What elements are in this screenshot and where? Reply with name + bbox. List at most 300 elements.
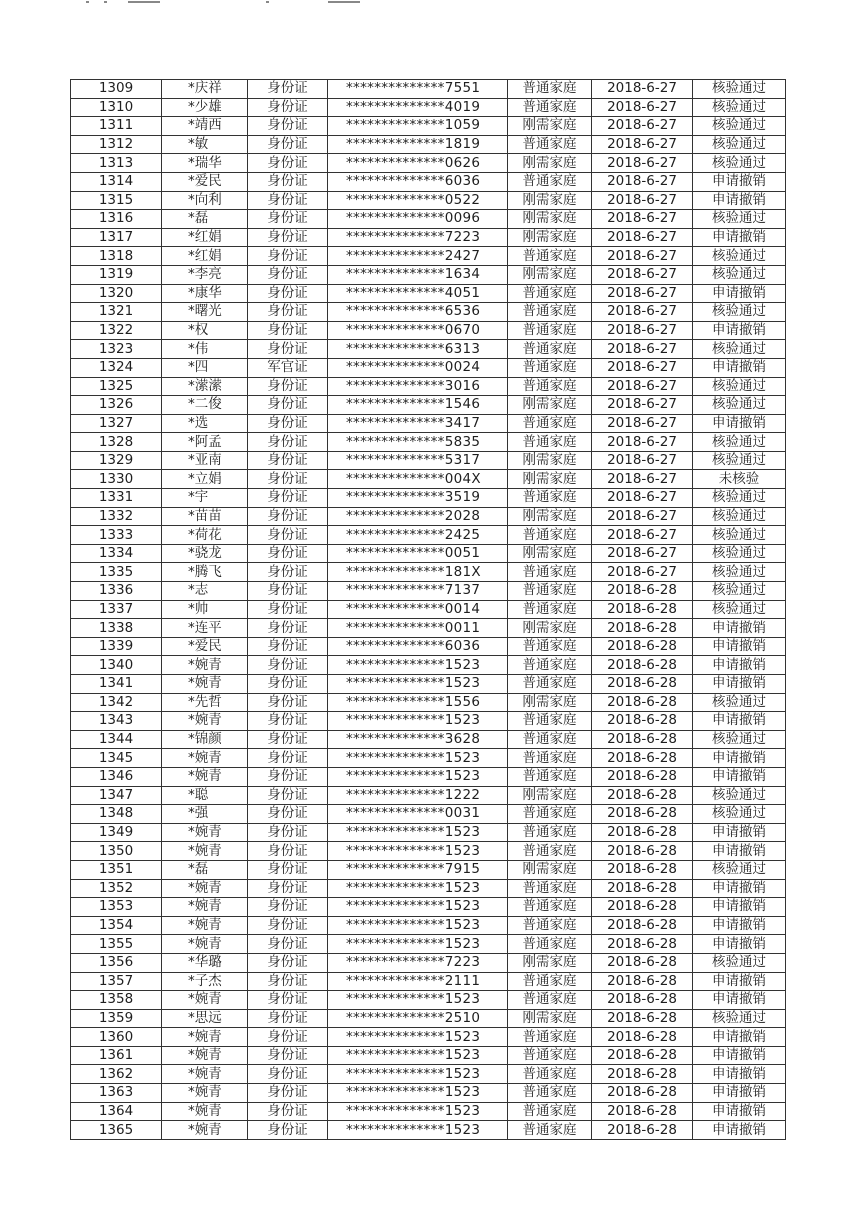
- date-cell: 2018-6-28: [592, 675, 693, 694]
- name-cell: *潆潆: [162, 377, 248, 396]
- id-type-cell: 身份证: [248, 600, 328, 619]
- date-cell: 2018-6-27: [592, 377, 693, 396]
- household-type-cell: 普通家庭: [508, 284, 592, 303]
- name-cell: *曙光: [162, 303, 248, 322]
- id-number-cell: **************4051: [328, 284, 508, 303]
- row-number-cell: 1355: [71, 935, 162, 954]
- id-number-cell: **************2510: [328, 1009, 508, 1028]
- id-type-cell: 身份证: [248, 1009, 328, 1028]
- id-number-cell: **************0522: [328, 191, 508, 210]
- row-number-cell: 1321: [71, 303, 162, 322]
- status-cell: 申请撤销: [693, 1028, 786, 1047]
- row-number-cell: 1325: [71, 377, 162, 396]
- status-cell: 核验通过: [693, 582, 786, 601]
- household-type-cell: 刚需家庭: [508, 210, 592, 229]
- id-type-cell: 身份证: [248, 470, 328, 489]
- id-number-cell: **************1523: [328, 1065, 508, 1084]
- table-row: [71, 675, 786, 694]
- household-type-cell: 刚需家庭: [508, 1009, 592, 1028]
- name-cell: *锦颜: [162, 730, 248, 749]
- name-cell: *子杰: [162, 972, 248, 991]
- id-number-cell: **************1523: [328, 935, 508, 954]
- row-number-cell: 1324: [71, 358, 162, 377]
- id-number-cell: **************7223: [328, 228, 508, 247]
- id-type-cell: 身份证: [248, 265, 328, 284]
- household-type-cell: 普通家庭: [508, 879, 592, 898]
- household-type-cell: 普通家庭: [508, 172, 592, 191]
- table-row: [71, 191, 786, 210]
- date-cell: 2018-6-27: [592, 135, 693, 154]
- name-cell: *婉青: [162, 916, 248, 935]
- table-row: [71, 991, 786, 1010]
- date-cell: 2018-6-27: [592, 228, 693, 247]
- date-cell: 2018-6-27: [592, 433, 693, 452]
- id-type-cell: 军官证: [248, 358, 328, 377]
- status-cell: 核验通过: [693, 98, 786, 117]
- name-cell: *婉青: [162, 1065, 248, 1084]
- household-type-cell: 普通家庭: [508, 675, 592, 694]
- status-cell: 申请撤销: [693, 767, 786, 786]
- status-cell: 核验通过: [693, 340, 786, 359]
- id-number-cell: **************2111: [328, 972, 508, 991]
- table-row: [71, 1009, 786, 1028]
- name-cell: *婉青: [162, 1028, 248, 1047]
- row-number-cell: 1323: [71, 340, 162, 359]
- id-type-cell: 身份证: [248, 396, 328, 415]
- household-type-cell: 普通家庭: [508, 972, 592, 991]
- id-number-cell: **************0670: [328, 321, 508, 340]
- table-row: [71, 544, 786, 563]
- row-number-cell: 1359: [71, 1009, 162, 1028]
- id-number-cell: **************2425: [328, 526, 508, 545]
- date-cell: 2018-6-28: [592, 842, 693, 861]
- status-cell: 核验通过: [693, 563, 786, 582]
- id-number-cell: **************1556: [328, 693, 508, 712]
- id-number-cell: **************1523: [328, 898, 508, 917]
- id-number-cell: **************7137: [328, 582, 508, 601]
- date-cell: 2018-6-27: [592, 172, 693, 191]
- household-type-cell: 刚需家庭: [508, 451, 592, 470]
- row-number-cell: 1314: [71, 172, 162, 191]
- date-cell: 2018-6-27: [592, 507, 693, 526]
- id-number-cell: **************3628: [328, 730, 508, 749]
- status-cell: 核验通过: [693, 600, 786, 619]
- date-cell: 2018-6-28: [592, 582, 693, 601]
- status-cell: 申请撤销: [693, 1046, 786, 1065]
- date-cell: 2018-6-27: [592, 526, 693, 545]
- id-type-cell: 身份证: [248, 656, 328, 675]
- row-number-cell: 1339: [71, 637, 162, 656]
- name-cell: *伟: [162, 340, 248, 359]
- row-number-cell: 1337: [71, 600, 162, 619]
- row-number-cell: 1364: [71, 1102, 162, 1121]
- name-cell: *康华: [162, 284, 248, 303]
- name-cell: *婉青: [162, 842, 248, 861]
- row-number-cell: 1347: [71, 786, 162, 805]
- id-number-cell: **************7223: [328, 953, 508, 972]
- date-cell: 2018-6-28: [592, 1084, 693, 1103]
- status-cell: 核验通过: [693, 1009, 786, 1028]
- id-type-cell: 身份证: [248, 619, 328, 638]
- table-row: [71, 693, 786, 712]
- row-number-cell: 1322: [71, 321, 162, 340]
- date-cell: 2018-6-28: [592, 1046, 693, 1065]
- household-type-cell: 普通家庭: [508, 358, 592, 377]
- row-number-cell: 1362: [71, 1065, 162, 1084]
- date-cell: 2018-6-28: [592, 730, 693, 749]
- id-number-cell: **************6313: [328, 340, 508, 359]
- household-type-cell: 刚需家庭: [508, 265, 592, 284]
- id-number-cell: **************0014: [328, 600, 508, 619]
- table-row: [71, 396, 786, 415]
- name-cell: *婉青: [162, 712, 248, 731]
- row-number-cell: 1313: [71, 154, 162, 173]
- date-cell: 2018-6-28: [592, 898, 693, 917]
- status-cell: 申请撤销: [693, 1121, 786, 1140]
- name-cell: *思远: [162, 1009, 248, 1028]
- status-cell: 申请撤销: [693, 749, 786, 768]
- table-row: [71, 879, 786, 898]
- table-row: [71, 154, 786, 173]
- status-cell: 申请撤销: [693, 321, 786, 340]
- table-row: [71, 80, 786, 99]
- status-cell: 核验通过: [693, 117, 786, 136]
- id-number-cell: **************6536: [328, 303, 508, 322]
- row-number-cell: 1357: [71, 972, 162, 991]
- name-cell: *选: [162, 414, 248, 433]
- household-type-cell: 刚需家庭: [508, 953, 592, 972]
- date-cell: 2018-6-27: [592, 265, 693, 284]
- household-type-cell: 普通家庭: [508, 842, 592, 861]
- id-type-cell: 身份证: [248, 1121, 328, 1140]
- id-number-cell: **************0096: [328, 210, 508, 229]
- table-row: [71, 414, 786, 433]
- name-cell: *连平: [162, 619, 248, 638]
- id-number-cell: **************2028: [328, 507, 508, 526]
- id-type-cell: 身份证: [248, 730, 328, 749]
- table-row: [71, 377, 786, 396]
- row-number-cell: 1340: [71, 656, 162, 675]
- id-type-cell: 身份证: [248, 98, 328, 117]
- name-cell: *婉青: [162, 675, 248, 694]
- id-type-cell: 身份证: [248, 377, 328, 396]
- row-number-cell: 1343: [71, 712, 162, 731]
- household-type-cell: 普通家庭: [508, 898, 592, 917]
- household-type-cell: 刚需家庭: [508, 544, 592, 563]
- id-type-cell: 身份证: [248, 1065, 328, 1084]
- status-cell: 核验通过: [693, 396, 786, 415]
- status-cell: 核验通过: [693, 247, 786, 266]
- table-row: [71, 637, 786, 656]
- name-cell: *聪: [162, 786, 248, 805]
- table-row: [71, 805, 786, 824]
- status-cell: 核验通过: [693, 80, 786, 99]
- name-cell: *二俊: [162, 396, 248, 415]
- status-cell: 核验通过: [693, 210, 786, 229]
- id-number-cell: **************6036: [328, 637, 508, 656]
- status-cell: 核验通过: [693, 860, 786, 879]
- table-row: [71, 712, 786, 731]
- table-row: [71, 135, 786, 154]
- id-number-cell: **************1546: [328, 396, 508, 415]
- row-number-cell: 1365: [71, 1121, 162, 1140]
- date-cell: 2018-6-27: [592, 191, 693, 210]
- row-number-cell: 1316: [71, 210, 162, 229]
- household-type-cell: 普通家庭: [508, 98, 592, 117]
- status-cell: 申请撤销: [693, 656, 786, 675]
- id-number-cell: **************1523: [328, 823, 508, 842]
- id-type-cell: 身份证: [248, 1084, 328, 1103]
- id-number-cell: **************0011: [328, 619, 508, 638]
- id-type-cell: 身份证: [248, 712, 328, 731]
- name-cell: *婉青: [162, 879, 248, 898]
- row-number-cell: 1329: [71, 451, 162, 470]
- table-row: [71, 1102, 786, 1121]
- status-cell: 申请撤销: [693, 991, 786, 1010]
- table-row: [71, 526, 786, 545]
- id-number-cell: **************3016: [328, 377, 508, 396]
- date-cell: 2018-6-28: [592, 860, 693, 879]
- status-cell: 核验通过: [693, 265, 786, 284]
- id-number-cell: **************1523: [328, 1084, 508, 1103]
- table-row: [71, 470, 786, 489]
- id-number-cell: **************004X: [328, 470, 508, 489]
- date-cell: 2018-6-27: [592, 98, 693, 117]
- name-cell: *李亮: [162, 265, 248, 284]
- name-cell: *婉青: [162, 991, 248, 1010]
- name-cell: *腾飞: [162, 563, 248, 582]
- id-type-cell: 身份证: [248, 1028, 328, 1047]
- row-number-cell: 1330: [71, 470, 162, 489]
- date-cell: 2018-6-28: [592, 693, 693, 712]
- name-cell: *宇: [162, 489, 248, 508]
- household-type-cell: 普通家庭: [508, 600, 592, 619]
- table-row: [71, 358, 786, 377]
- table-row: [71, 117, 786, 136]
- id-number-cell: **************0626: [328, 154, 508, 173]
- name-cell: *志: [162, 582, 248, 601]
- row-number-cell: 1358: [71, 991, 162, 1010]
- table-row: [71, 210, 786, 229]
- date-cell: 2018-6-28: [592, 600, 693, 619]
- household-type-cell: 普通家庭: [508, 749, 592, 768]
- status-cell: 核验通过: [693, 693, 786, 712]
- date-cell: 2018-6-27: [592, 396, 693, 415]
- household-type-cell: 普通家庭: [508, 321, 592, 340]
- household-type-cell: 普通家庭: [508, 1065, 592, 1084]
- id-number-cell: **************1523: [328, 916, 508, 935]
- date-cell: 2018-6-28: [592, 953, 693, 972]
- id-type-cell: 身份证: [248, 953, 328, 972]
- row-number-cell: 1309: [71, 80, 162, 99]
- row-number-cell: 1310: [71, 98, 162, 117]
- household-type-cell: 刚需家庭: [508, 507, 592, 526]
- status-cell: 核验通过: [693, 953, 786, 972]
- id-type-cell: 身份证: [248, 675, 328, 694]
- name-cell: *庆祥: [162, 80, 248, 99]
- status-cell: 核验通过: [693, 433, 786, 452]
- status-cell: 核验通过: [693, 544, 786, 563]
- status-cell: 申请撤销: [693, 284, 786, 303]
- date-cell: 2018-6-27: [592, 358, 693, 377]
- table-row: [71, 1121, 786, 1140]
- table-row: [71, 600, 786, 619]
- id-type-cell: 身份证: [248, 582, 328, 601]
- id-number-cell: **************1222: [328, 786, 508, 805]
- id-type-cell: 身份证: [248, 433, 328, 452]
- name-cell: *红娟: [162, 247, 248, 266]
- id-number-cell: **************0024: [328, 358, 508, 377]
- id-type-cell: 身份证: [248, 228, 328, 247]
- name-cell: *阿孟: [162, 433, 248, 452]
- id-type-cell: 身份证: [248, 117, 328, 136]
- name-cell: *婉青: [162, 1102, 248, 1121]
- id-number-cell: **************6036: [328, 172, 508, 191]
- id-number-cell: **************1523: [328, 749, 508, 768]
- date-cell: 2018-6-28: [592, 1102, 693, 1121]
- household-type-cell: 普通家庭: [508, 489, 592, 508]
- id-type-cell: 身份证: [248, 507, 328, 526]
- name-cell: *先哲: [162, 693, 248, 712]
- table-row: [71, 303, 786, 322]
- household-type-cell: 普通家庭: [508, 1084, 592, 1103]
- name-cell: *婉青: [162, 823, 248, 842]
- table-row: [71, 489, 786, 508]
- household-type-cell: 普通家庭: [508, 340, 592, 359]
- date-cell: 2018-6-28: [592, 916, 693, 935]
- status-cell: 申请撤销: [693, 619, 786, 638]
- household-type-cell: 普通家庭: [508, 916, 592, 935]
- status-cell: 申请撤销: [693, 972, 786, 991]
- name-cell: *苗苗: [162, 507, 248, 526]
- name-cell: *婉青: [162, 898, 248, 917]
- household-type-cell: 普通家庭: [508, 1121, 592, 1140]
- row-number-cell: 1333: [71, 526, 162, 545]
- name-cell: *磊: [162, 210, 248, 229]
- date-cell: 2018-6-28: [592, 786, 693, 805]
- table-row: [71, 1028, 786, 1047]
- name-cell: *婉青: [162, 767, 248, 786]
- name-cell: *婉青: [162, 749, 248, 768]
- id-number-cell: **************1523: [328, 1046, 508, 1065]
- row-number-cell: 1348: [71, 805, 162, 824]
- id-number-cell: **************3417: [328, 414, 508, 433]
- id-type-cell: 身份证: [248, 842, 328, 861]
- id-type-cell: 身份证: [248, 451, 328, 470]
- id-number-cell: **************4019: [328, 98, 508, 117]
- row-number-cell: 1334: [71, 544, 162, 563]
- name-cell: *磊: [162, 860, 248, 879]
- registration-table-body: [71, 80, 786, 1140]
- id-number-cell: **************5835: [328, 433, 508, 452]
- row-number-cell: 1338: [71, 619, 162, 638]
- household-type-cell: 普通家庭: [508, 730, 592, 749]
- household-type-cell: 普通家庭: [508, 1028, 592, 1047]
- table-row: [71, 860, 786, 879]
- household-type-cell: 普通家庭: [508, 303, 592, 322]
- status-cell: 申请撤销: [693, 879, 786, 898]
- id-type-cell: 身份证: [248, 526, 328, 545]
- table-row: [71, 749, 786, 768]
- date-cell: 2018-6-27: [592, 154, 693, 173]
- id-type-cell: 身份证: [248, 340, 328, 359]
- row-number-cell: 1341: [71, 675, 162, 694]
- name-cell: *婉青: [162, 656, 248, 675]
- name-cell: *瑞华: [162, 154, 248, 173]
- household-type-cell: 普通家庭: [508, 414, 592, 433]
- status-cell: 申请撤销: [693, 1102, 786, 1121]
- table-row: [71, 916, 786, 935]
- household-type-cell: 普通家庭: [508, 637, 592, 656]
- row-number-cell: 1312: [71, 135, 162, 154]
- table-row: [71, 433, 786, 452]
- date-cell: 2018-6-28: [592, 991, 693, 1010]
- row-number-cell: 1328: [71, 433, 162, 452]
- id-type-cell: 身份证: [248, 414, 328, 433]
- status-cell: 申请撤销: [693, 1065, 786, 1084]
- id-type-cell: 身份证: [248, 303, 328, 322]
- name-cell: *向利: [162, 191, 248, 210]
- household-type-cell: 普通家庭: [508, 433, 592, 452]
- date-cell: 2018-6-28: [592, 712, 693, 731]
- id-type-cell: 身份证: [248, 1046, 328, 1065]
- household-type-cell: 普通家庭: [508, 656, 592, 675]
- household-type-cell: 普通家庭: [508, 526, 592, 545]
- id-type-cell: 身份证: [248, 321, 328, 340]
- id-number-cell: **************1523: [328, 656, 508, 675]
- name-cell: *华璐: [162, 953, 248, 972]
- household-type-cell: 普通家庭: [508, 1046, 592, 1065]
- row-number-cell: 1327: [71, 414, 162, 433]
- name-cell: *爱民: [162, 172, 248, 191]
- row-number-cell: 1342: [71, 693, 162, 712]
- date-cell: 2018-6-28: [592, 637, 693, 656]
- date-cell: 2018-6-28: [592, 1028, 693, 1047]
- table-row: [71, 767, 786, 786]
- id-type-cell: 身份证: [248, 247, 328, 266]
- household-type-cell: 普通家庭: [508, 823, 592, 842]
- household-type-cell: 刚需家庭: [508, 619, 592, 638]
- status-cell: 申请撤销: [693, 358, 786, 377]
- row-number-cell: 1349: [71, 823, 162, 842]
- id-type-cell: 身份证: [248, 544, 328, 563]
- row-number-cell: 1345: [71, 749, 162, 768]
- row-number-cell: 1356: [71, 953, 162, 972]
- date-cell: 2018-6-27: [592, 321, 693, 340]
- household-type-cell: 普通家庭: [508, 767, 592, 786]
- date-cell: 2018-6-27: [592, 544, 693, 563]
- date-cell: 2018-6-28: [592, 823, 693, 842]
- status-cell: 核验通过: [693, 377, 786, 396]
- table-row: [71, 582, 786, 601]
- row-number-cell: 1353: [71, 898, 162, 917]
- household-type-cell: 刚需家庭: [508, 693, 592, 712]
- household-type-cell: 普通家庭: [508, 377, 592, 396]
- id-type-cell: 身份证: [248, 154, 328, 173]
- name-cell: *四: [162, 358, 248, 377]
- date-cell: 2018-6-27: [592, 470, 693, 489]
- id-number-cell: **************5317: [328, 451, 508, 470]
- status-cell: 未核验: [693, 470, 786, 489]
- status-cell: 申请撤销: [693, 842, 786, 861]
- household-type-cell: 刚需家庭: [508, 191, 592, 210]
- table-row: [71, 972, 786, 991]
- name-cell: *婉青: [162, 935, 248, 954]
- id-type-cell: 身份证: [248, 805, 328, 824]
- row-number-cell: 1317: [71, 228, 162, 247]
- household-type-cell: 普通家庭: [508, 563, 592, 582]
- id-type-cell: 身份证: [248, 786, 328, 805]
